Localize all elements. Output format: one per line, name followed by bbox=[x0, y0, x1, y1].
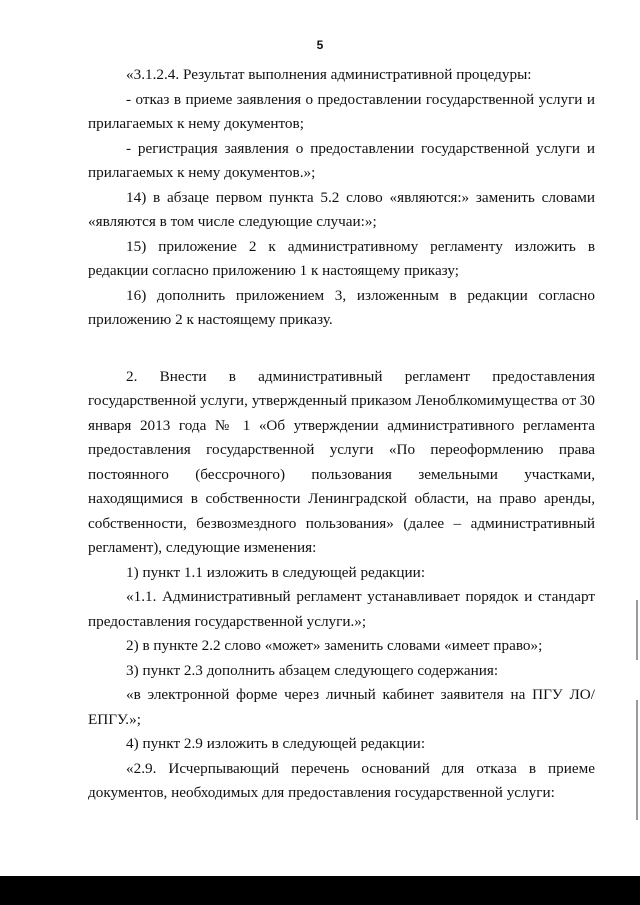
paragraph-item-3: 3) пункт 2.3 дополнить абзацем следующего содержания: bbox=[126, 661, 499, 679]
scan-bottom-border bbox=[0, 876, 640, 905]
section-spacer bbox=[88, 333, 595, 365]
paragraph-item-15: 15) приложение 2 к административному регламенту изложить в редакции согласно приложению 1 к настоящему приказу; bbox=[88, 237, 595, 279]
paragraph-electronic-form: «в электронной форме через личный кабинет заявителя на ПГУ ЛО/ЕПГУ.»; bbox=[88, 686, 595, 728]
paragraph-section-2: 2. Внести в административный регламент предоставления государственной услуги, утвержденный приказом Леноблкомимущества от 30 января 2013 года № 1 «Об утверждении административного регламента предоставления государственной услуги «По переоформлению права постоянного (бессрочного) пользования земельными участками, находящимися в собственности Ленинградской области, на право аренды, собственности, безвозмездного пользования» (далее – административный регламент), следующие изменения: bbox=[88, 367, 595, 556]
paragraph-item-14: 14) в абзаце первом пункта 5.2 слово «являются:» заменить словами «являются в том числе следующие случаи:»; bbox=[88, 188, 595, 230]
paragraph-result-heading: «3.1.2.4. Результат выполнения административной процедуры: bbox=[126, 66, 532, 83]
paragraph-item-4: 4) пункт 2.9 изложить в следующей редакции: bbox=[126, 735, 426, 752]
page-number: 5 bbox=[316, 38, 324, 52]
paragraph-clause-1-1: «1.1. Административный регламент устанавливает порядок и стандарт предоставления государственной услуги.»; bbox=[88, 588, 595, 630]
paragraph-clause-2-9: «2.9. Исчерпывающий перечень оснований для отказа в приеме документов, необходимых для предоставления государственной услуги: bbox=[88, 759, 595, 801]
paragraph-item-16: 16) дополнить приложением 3, изложенным в редакции согласно приложению 2 к настоящему приказу. bbox=[88, 286, 595, 328]
paragraph-item-2: 2) в пункте 2.2 слово «может» заменить словами «имеет право»; bbox=[126, 637, 543, 654]
paragraph-registration-item: - регистрация заявления о предоставлении государственной услуги и прилагаемых к нему документов.»; bbox=[88, 139, 595, 181]
document-body bbox=[88, 63, 595, 806]
paragraph-item-1: 1) пункт 1.1 изложить в следующей редакции: bbox=[126, 563, 426, 581]
scan-edge-mark bbox=[636, 700, 638, 820]
paragraph-refusal-item: - отказ в приеме заявления о предоставлении государственной услуги и прилагаемых к нему документов; bbox=[88, 90, 595, 132]
scan-edge-mark bbox=[636, 600, 638, 660]
